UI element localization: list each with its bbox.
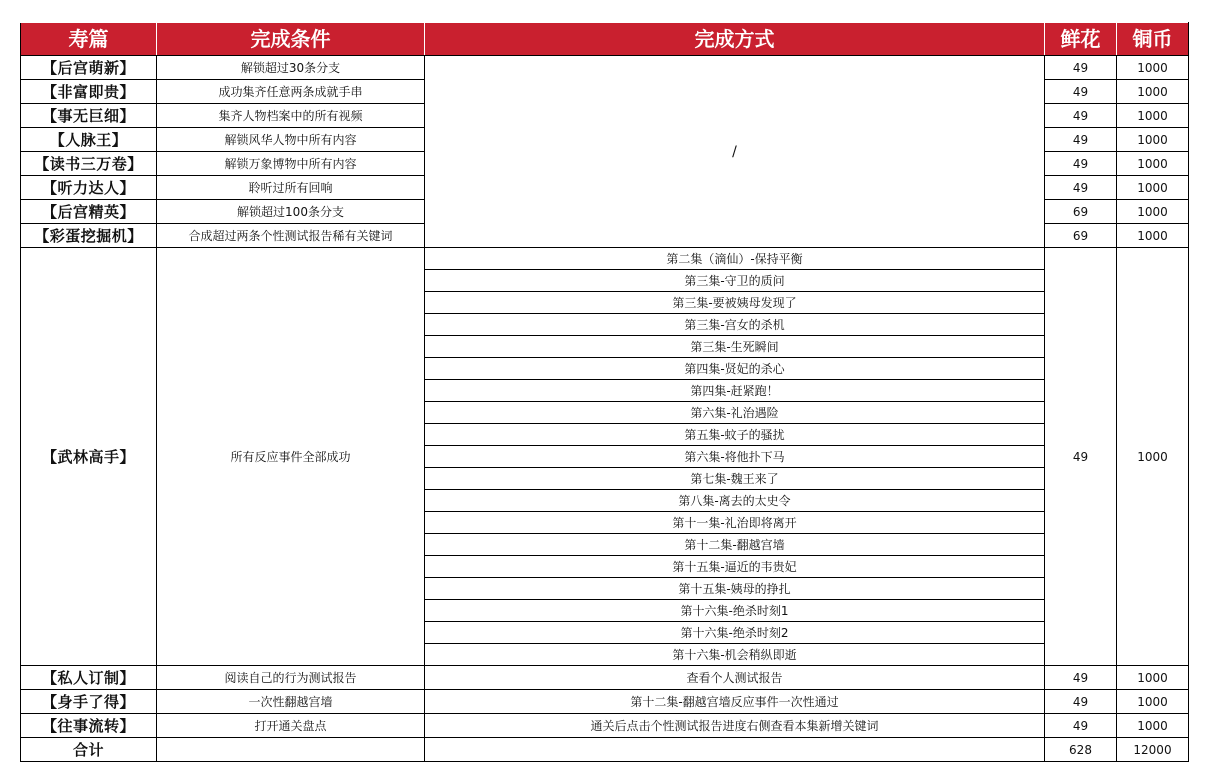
total-flowers: 628 (1045, 738, 1117, 762)
achievement-method: 第十二集-翻越宫墙反应事件一次性通过 (425, 690, 1045, 714)
total-row (21, 738, 1189, 762)
achievement-condition: 聆听过所有回响 (157, 176, 425, 200)
flowers-value: 49 (1045, 666, 1117, 690)
achievement-title: 【往事流转】 (21, 714, 157, 738)
achievement-sheet (20, 22, 1189, 762)
achievement-method: 第四集-赶紧跑！ (425, 380, 1045, 402)
achievement-method: 第三集-守卫的质问 (425, 270, 1045, 292)
coins-value: 1000 (1117, 128, 1189, 152)
table-row (21, 56, 1189, 80)
achievement-condition: 解锁万象博物中所有内容 (157, 152, 425, 176)
header-row (21, 23, 1189, 56)
achievement-method: 第二集（滴仙）-保持平衡 (425, 248, 1045, 270)
achievement-condition: 解锁超过30条分支 (157, 56, 425, 80)
achievement-method: 第八集-离去的太史令 (425, 490, 1045, 512)
achievement-condition: 所有反应事件全部成功 (157, 248, 425, 666)
achievement-method: 第三集-宫女的杀机 (425, 314, 1045, 336)
flowers-value: 69 (1045, 224, 1117, 248)
achievement-title: 【彩蛋挖掘机】 (21, 224, 157, 248)
achievement-method: 第十六集-绝杀时刻2 (425, 622, 1045, 644)
achievement-method: 第六集-礼治遇险 (425, 402, 1045, 424)
achievement-condition: 阅读自己的行为测试报告 (157, 666, 425, 690)
coins-value: 1000 (1117, 690, 1189, 714)
header-coins: 铜币 (1117, 23, 1189, 56)
total-condition-empty (157, 738, 425, 762)
achievement-title: 【后宫萌新】 (21, 56, 157, 80)
flowers-value: 49 (1045, 714, 1117, 738)
flowers-value: 49 (1045, 690, 1117, 714)
flowers-value: 49 (1045, 248, 1117, 666)
achievement-method: 通关后点击个性测试报告进度右侧查看本集新增关键词 (425, 714, 1045, 738)
achievement-title: 【人脉王】 (21, 128, 157, 152)
table-row (21, 690, 1189, 714)
achievement-title: 【非富即贵】 (21, 80, 157, 104)
achievement-condition: 合成超过两条个性测试报告稀有关键词 (157, 224, 425, 248)
table-row (21, 714, 1189, 738)
achievement-condition: 集齐人物档案中的所有视频 (157, 104, 425, 128)
achievement-title: 【武林高手】 (21, 248, 157, 666)
achievement-method: 第三集-生死瞬间 (425, 336, 1045, 358)
flowers-value: 49 (1045, 56, 1117, 80)
achievement-method: 第十六集-机会稍纵即逝 (425, 644, 1045, 666)
achievement-condition: 解锁超过100条分支 (157, 200, 425, 224)
table-row (21, 666, 1189, 690)
flowers-value: 69 (1045, 200, 1117, 224)
total-method-empty (425, 738, 1045, 762)
header-flowers: 鲜花 (1045, 23, 1117, 56)
flowers-value: 49 (1045, 80, 1117, 104)
achievement-method: 第十五集-姨母的挣扎 (425, 578, 1045, 600)
achievement-condition: 解锁风华人物中所有内容 (157, 128, 425, 152)
table-row (21, 248, 1189, 270)
coins-value: 1000 (1117, 176, 1189, 200)
achievement-method: 第三集-要被姨母发现了 (425, 292, 1045, 314)
achievement-title: 【私人订制】 (21, 666, 157, 690)
achievement-method: 第七集-魏王来了 (425, 468, 1045, 490)
achievement-title: 【身手了得】 (21, 690, 157, 714)
coins-value: 1000 (1117, 200, 1189, 224)
achievement-table (20, 22, 1189, 762)
coins-value: 1000 (1117, 80, 1189, 104)
flowers-value: 49 (1045, 104, 1117, 128)
flowers-value: 49 (1045, 128, 1117, 152)
achievement-method: 查看个人测试报告 (425, 666, 1045, 690)
header-method: 完成方式 (425, 23, 1045, 56)
header-title: 寿篇 (21, 23, 157, 56)
achievement-condition: 打开通关盘点 (157, 714, 425, 738)
achievement-method-shared: / (425, 56, 1045, 248)
achievement-method: 第十二集-翻越宫墙 (425, 534, 1045, 556)
achievement-condition: 一次性翻越宫墙 (157, 690, 425, 714)
coins-value: 1000 (1117, 224, 1189, 248)
achievement-method: 第六集-将他扑下马 (425, 446, 1045, 468)
total-coins: 12000 (1117, 738, 1189, 762)
coins-value: 1000 (1117, 104, 1189, 128)
coins-value: 1000 (1117, 248, 1189, 666)
achievement-method: 第十五集-逼近的韦贵妃 (425, 556, 1045, 578)
achievement-title: 【读书三万卷】 (21, 152, 157, 176)
achievement-title: 【事无巨细】 (21, 104, 157, 128)
achievement-method: 第十六集-绝杀时刻1 (425, 600, 1045, 622)
flowers-value: 49 (1045, 152, 1117, 176)
header-condition: 完成条件 (157, 23, 425, 56)
achievement-title: 【后宫精英】 (21, 200, 157, 224)
coins-value: 1000 (1117, 152, 1189, 176)
achievement-title: 【听力达人】 (21, 176, 157, 200)
coins-value: 1000 (1117, 56, 1189, 80)
coins-value: 1000 (1117, 714, 1189, 738)
achievement-method: 第五集-蚊子的骚扰 (425, 424, 1045, 446)
coins-value: 1000 (1117, 666, 1189, 690)
total-label: 合计 (21, 738, 157, 762)
achievement-condition: 成功集齐任意两条成就手串 (157, 80, 425, 104)
flowers-value: 49 (1045, 176, 1117, 200)
achievement-method: 第四集-贤妃的杀心 (425, 358, 1045, 380)
achievement-method: 第十一集-礼治即将离开 (425, 512, 1045, 534)
